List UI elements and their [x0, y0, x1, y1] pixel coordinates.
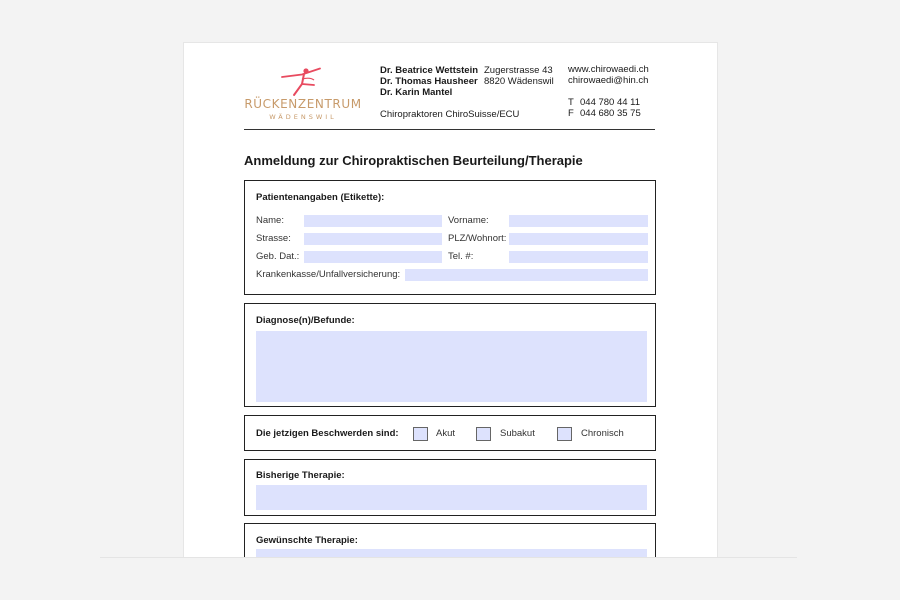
fax-number: 044 680 35 75 [580, 108, 641, 119]
diagnose-heading: Diagnose(n)/Befunde: [256, 315, 355, 326]
header-divider [244, 129, 655, 130]
tel-label: Tel. #: [448, 251, 474, 262]
strasse-field[interactable] [304, 233, 442, 245]
kasse-field[interactable] [405, 269, 648, 281]
vorname-field[interactable] [509, 215, 648, 227]
akut-label: Akut [436, 428, 456, 439]
akut-checkbox[interactable] [413, 427, 428, 441]
beschwerden-heading: Die jetzigen Beschwerden sind: [256, 428, 399, 439]
plz-label: PLZ/Wohnort: [448, 233, 507, 244]
geb-field[interactable] [304, 251, 442, 263]
chronisch-label: Chronisch [581, 428, 624, 439]
bisherige-heading: Bisherige Therapie: [256, 470, 345, 481]
phone-label: T [568, 97, 574, 108]
form-title: Anmeldung zur Chiropraktischen Beurteilung/Therapie [244, 153, 583, 168]
bisherige-section [244, 459, 656, 516]
name-field[interactable] [304, 215, 442, 227]
dancer-figure-icon [280, 67, 326, 97]
phone-block [568, 97, 641, 119]
geb-label: Geb. Dat.: [256, 251, 300, 262]
doctor-name: Dr. Beatrice Wettstein [380, 65, 479, 76]
fax-label: F [568, 108, 574, 119]
patient-section [244, 180, 656, 295]
contact-block [568, 64, 649, 86]
tel-field[interactable] [509, 251, 648, 263]
clinic-logo [244, 67, 364, 123]
gewuenschte-section [244, 523, 656, 558]
diagnose-section [244, 303, 656, 407]
email-link[interactable]: chirowaedi@hin.ch [568, 75, 649, 86]
strasse-label: Strasse: [256, 233, 291, 244]
phone-number: 044 780 44 11 [580, 97, 641, 108]
kasse-label: Krankenkasse/Unfallversicherung: [256, 269, 401, 280]
patient-heading: Patientenangaben (Etikette): [256, 192, 385, 203]
doctor-name: Dr. Thomas Hausheer [380, 76, 478, 87]
bisherige-field[interactable] [256, 485, 647, 510]
website-link[interactable]: www.chirowaedi.ch [568, 64, 649, 75]
diagnose-field[interactable] [256, 331, 647, 402]
plz-field[interactable] [509, 233, 648, 245]
profession-line: Chiropraktoren ChiroSuisse/ECU [380, 109, 520, 120]
doctor-list [380, 65, 478, 98]
vorname-label: Vorname: [448, 215, 489, 226]
phone-line [568, 97, 641, 108]
gewuenschte-heading: Gewünschte Therapie: [256, 535, 358, 546]
logo-name: RÜCKENZENTRUM [244, 97, 362, 111]
clinic-address [484, 65, 554, 87]
doctor-name: Dr. Karin Mantel [380, 87, 453, 98]
street: Zugerstrasse 43 [484, 65, 553, 76]
fax-line [568, 108, 641, 119]
page-shadow-line [100, 557, 797, 558]
name-label: Name: [256, 215, 284, 226]
subakut-label: Subakut [500, 428, 535, 439]
subakut-checkbox[interactable] [476, 427, 491, 441]
logo-location: WÄDENSWIL [269, 113, 337, 121]
form-page [183, 42, 718, 558]
city: 8820 Wädenswil [484, 76, 554, 87]
chronisch-checkbox[interactable] [557, 427, 572, 441]
beschwerden-section [244, 415, 656, 451]
